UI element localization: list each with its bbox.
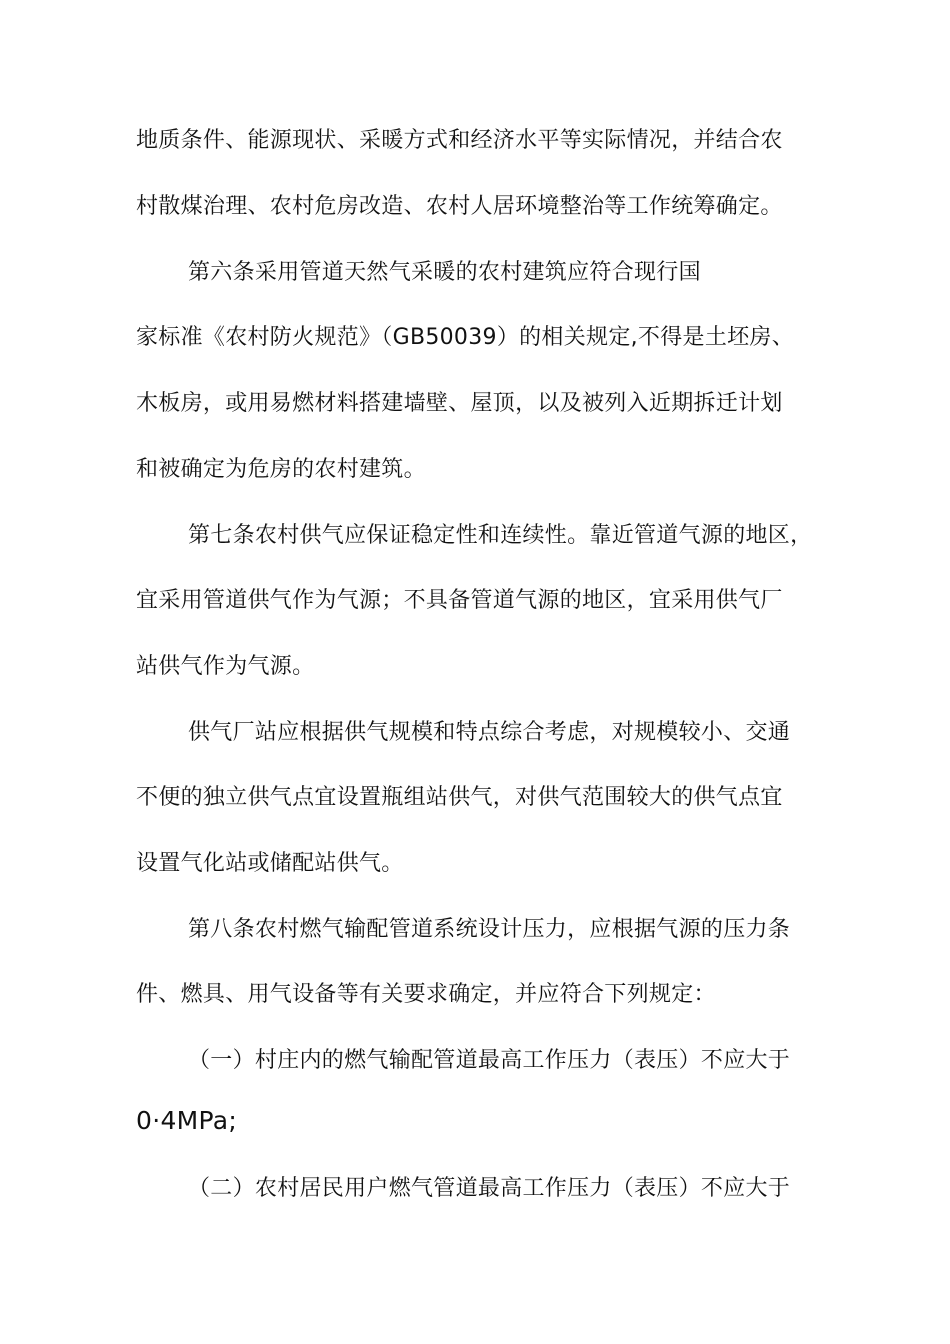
text-line: 木板房，或用易燃材料搭建墙壁、屋顶，以及被列入近期拆迁计划 xyxy=(136,391,783,416)
text-line: 不便的独立供气点宜设置瓶组站供气，对供气范围较大的供气点宜 xyxy=(136,785,783,810)
text-line: 地质条件、能源现状、采暖方式和经济水平等实际情况，并结合农 xyxy=(136,128,783,153)
article-6-heading-line: 第六条采用管道天然气采暖的农村建筑应符合现行国 xyxy=(188,260,701,285)
article-8-heading-line: 第八条农村燃气输配管道系统设计压力，应根据气源的压力条 xyxy=(188,917,791,942)
text-line: 村散煤治理、农村危房改造、农村人居环境整治等工作统筹确定。 xyxy=(136,194,783,219)
clause-2-line: （二）农村居民用户燃气管道最高工作压力（表压）不应大于 xyxy=(188,1176,791,1201)
text-line: 宜采用管道供气作为气源；不具备管道气源的地区，宜采用供气厂 xyxy=(136,588,783,613)
article-7-heading-line: 第七条农村供气应保证稳定性和连续性。靠近管道气源的地区， xyxy=(188,523,813,548)
paragraph-first-line: 供气厂站应根据供气规模和特点综合考虑，对规模较小、交通 xyxy=(188,720,791,745)
text-line: 件、燃具、用气设备等有关要求确定，并应符合下列规定： xyxy=(136,982,716,1007)
clause-1-line: （一）村庄内的燃气输配管道最高工作压力（表压）不应大于 xyxy=(188,1048,791,1073)
text-line: 家标准《农村防火规范》（GB50039）的相关规定,不得是土坯房、 xyxy=(136,325,795,350)
text-line: 和被确定为危房的农村建筑。 xyxy=(136,457,426,482)
text-line: 设置气化站或储配站供气。 xyxy=(136,851,404,876)
text-line: 站供气作为气源。 xyxy=(136,654,315,679)
pressure-value-line: 0·4MPa; xyxy=(136,1106,238,1135)
